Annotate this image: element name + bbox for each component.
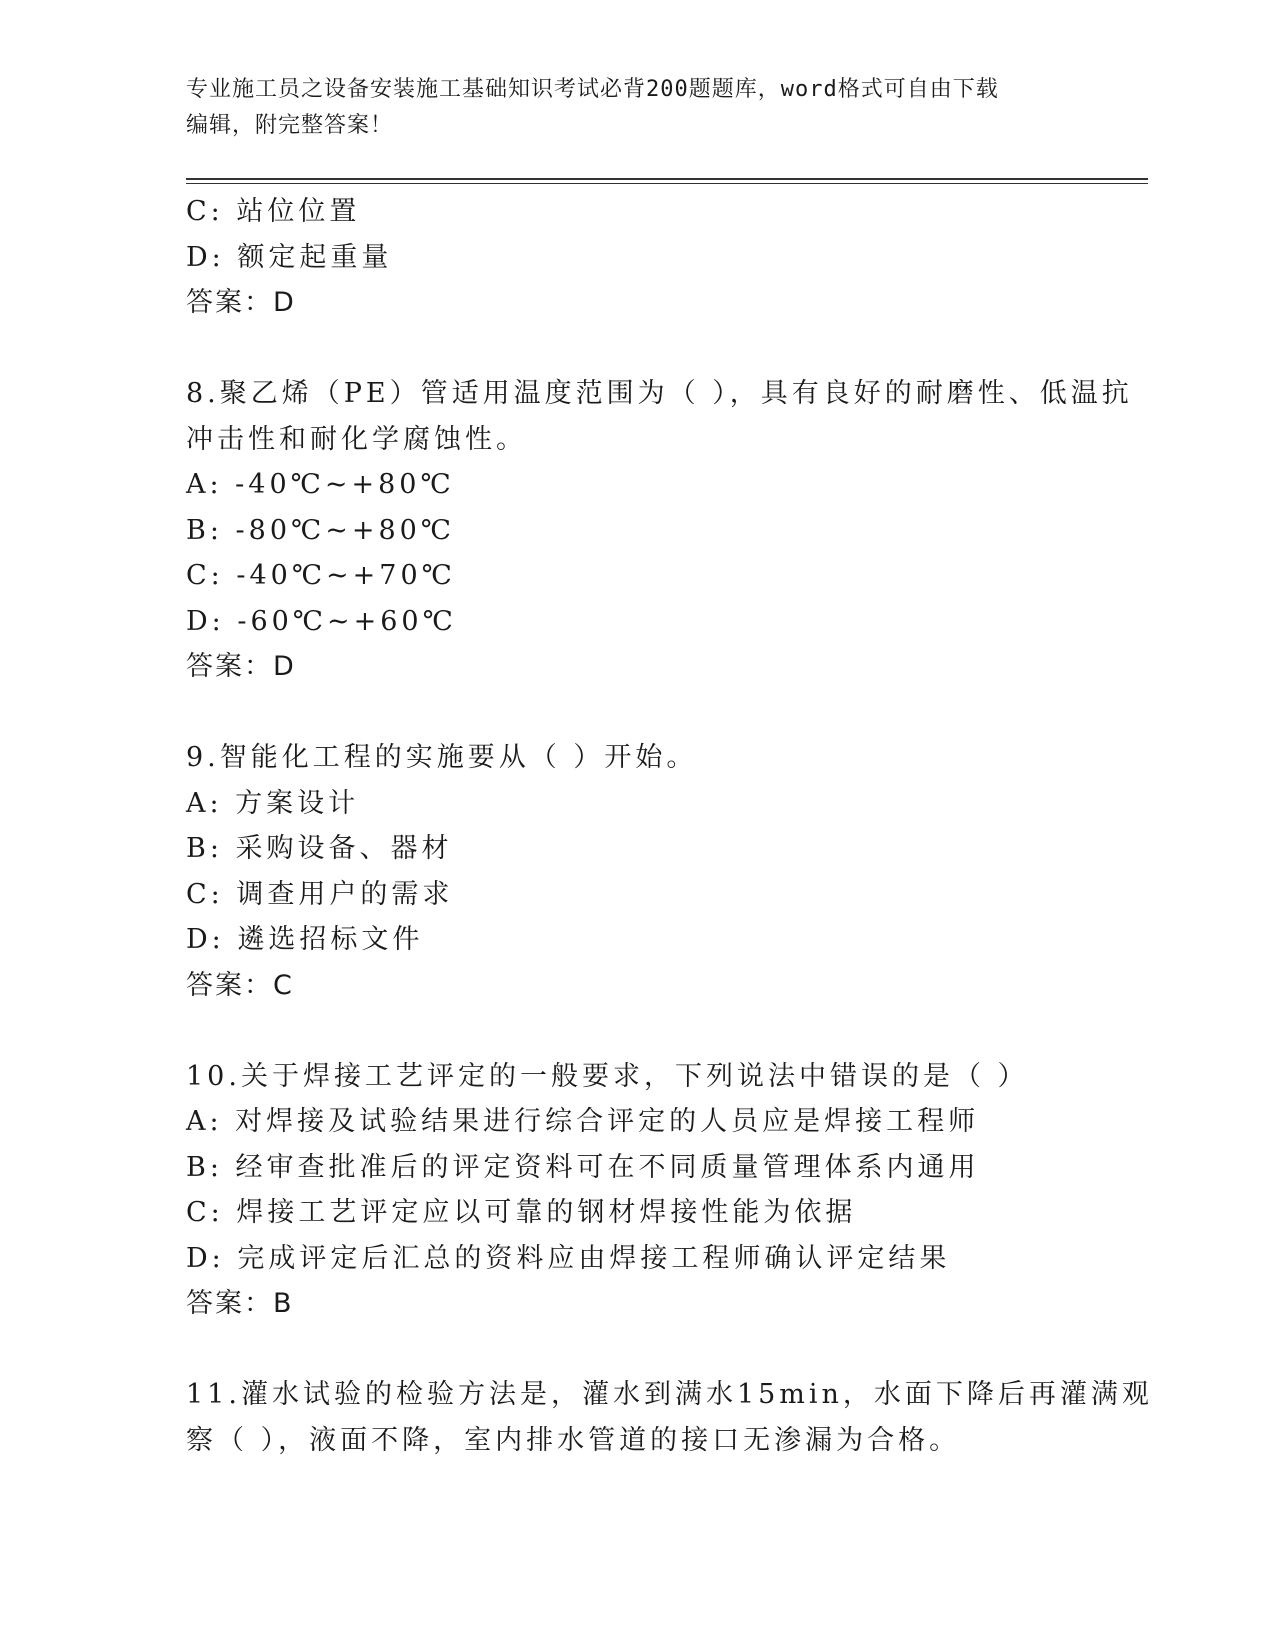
- option-d: D: 遴选招标文件: [186, 924, 424, 955]
- spacer: [186, 326, 1086, 372]
- spacer: [186, 1327, 1086, 1373]
- question-stem: 11.灌水试验的检验方法是，灌水到满水15min，水面下降后再灌满观: [186, 1379, 1153, 1410]
- option-a: A: 对焊接及试验结果进行综合评定的人员应是焊接工程师: [186, 1106, 980, 1137]
- question-stem: 8.聚乙烯（PE）管适用温度范围为（ ），具有良好的耐磨性、低温抗: [186, 378, 1133, 409]
- question-10: [186, 1054, 1086, 1327]
- option-a: A: 方案设计: [186, 787, 360, 819]
- spacer: [186, 690, 1086, 736]
- option-d: D: -60℃~+60℃: [186, 605, 457, 637]
- answer-line: 答案：D: [186, 651, 296, 682]
- option-b: B: -80℃~+80℃: [186, 514, 456, 546]
- option-a: A: -40℃~+80℃: [186, 469, 455, 500]
- option-c: C: 焊接工艺评定应以可靠的钢材焊接性能为依据: [186, 1197, 857, 1228]
- header-divider-thick: [186, 178, 1148, 180]
- question-stem: 10.关于焊接工艺评定的一般要求，下列说法中错误的是（ ）: [186, 1060, 1029, 1092]
- question-8: [186, 371, 1133, 690]
- question-7-tail: [186, 189, 1086, 326]
- header-line-2: 编辑，附完整答案！: [186, 113, 394, 138]
- question-stem-continued: 冲击性和耐化学腐蚀性。: [186, 423, 527, 455]
- question-stem-continued: 察（ ），液面不降，室内排水管道的接口无渗漏为合格。: [186, 1424, 961, 1456]
- spacer: [186, 1008, 1086, 1054]
- document-header: [186, 72, 1066, 144]
- question-list: [186, 189, 1153, 1463]
- header-divider-thin: [186, 183, 1148, 184]
- answer-line: 答案：B: [186, 1288, 294, 1319]
- option-c: C: 调查用户的需求: [186, 878, 454, 910]
- option-b: B: 采购设备、器材: [186, 833, 453, 864]
- option-b: B: 经审查批准后的评定资料可在不同质量管理体系内通用: [186, 1151, 980, 1183]
- option-d: D: 额定起重量: [186, 241, 393, 273]
- option-d: D: 完成评定后汇总的资料应由焊接工程师确认评定结果: [186, 1242, 951, 1274]
- header-line-1: 专业施工员之设备安装施工基础知识考试必背200题题库，word格式可自由下载: [186, 77, 999, 102]
- answer-line: 答案：D: [186, 287, 296, 318]
- answer-line: 答案：C: [186, 969, 294, 1001]
- option-c: C: 站位位置: [186, 196, 361, 227]
- question-stem: 9.智能化工程的实施要从（ ）开始。: [186, 742, 698, 773]
- question-9: [186, 735, 1086, 1008]
- question-11: [186, 1372, 1153, 1463]
- option-c: C: -40℃~+70℃: [186, 560, 456, 591]
